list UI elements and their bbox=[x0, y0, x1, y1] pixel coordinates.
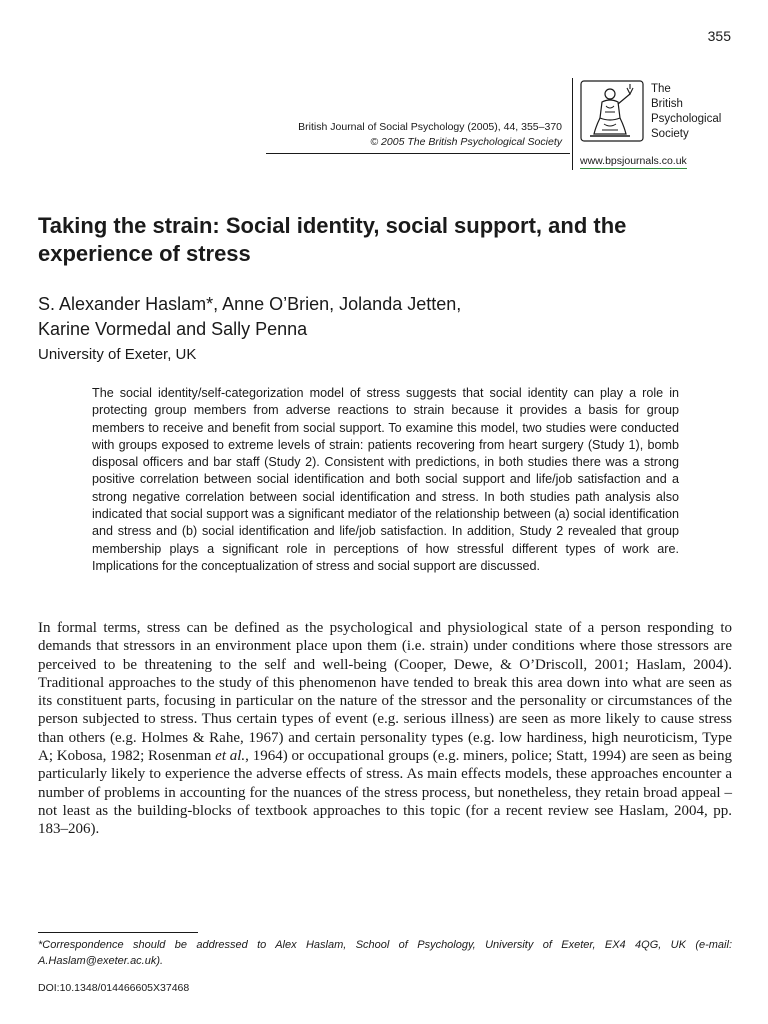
header-divider bbox=[266, 153, 570, 154]
abstract: The social identity/self-categorization model of stress suggests that social identity can play a role in protecting group members from adverse reactions to strain because it provides a basis for group members to receive and benefit from social support. To examine this model, two studies were conducted with groups exposed to extreme levels of strain: patients recovering from heart surgery (Study 1), bomb disposal officers and bar staff (Study 2). Consistent with predictions, in both studies there was a strong positive correlation between social identification and both social support and life/job satisfaction and a strong negative correlation between social identification and stress. In both studies path analysis also indicated that social support was a significant mediator of the relationship between (a) social identification and stress and (b) social identification and life/job satisfaction. In addition, Study 2 revealed that group membership plays a significant role in perceptions of how stressful different types of work are. Implications for the conceptualization of stress and social support are discussed. bbox=[92, 386, 679, 573]
society-name-line: British bbox=[651, 98, 683, 110]
body-text-segment: In formal terms, stress can be defined as the psychological and physiological state of a person responding to demands that stressors in an environment place upon them (i.e. strain) under conditions where those stressors are perceived to be threatening to the self and well-being (Cooper, Dewe, & O’Driscoll, 2001; Haslam, 2004). Traditional approaches to the study of this phenomenon have tended to break this area down into what are seen as its constituent parts, focusing in particular on the nature of the stressor and the personality or circumstances of the person subjected to stress. Thus certain types of event (e.g. serious illness) are seen as more likely to cause stress than others (e.g. Holmes & Rahe, 1967) and certain personality types (e.g. low hardiness, high neuroticism, Type A; Kobosa, 1982; Rosenman bbox=[38, 620, 732, 765]
author-line: Karine Vormedal and Sally Penna bbox=[38, 319, 308, 339]
body-text-etal: et al. bbox=[215, 748, 246, 765]
correspondence-footnote: *Correspondence should be addressed to Alex Haslam, School of Psychology, University of Exeter, EX4 4QG, UK (e-mail: A.Haslam@exeter.ac.uk). bbox=[38, 939, 732, 967]
society-name bbox=[651, 82, 721, 142]
society-name-line: Psychological bbox=[651, 113, 722, 125]
author-list bbox=[38, 292, 738, 342]
society-name-line: Society bbox=[651, 128, 689, 140]
journal-citation-block bbox=[298, 120, 562, 150]
footnote-divider bbox=[38, 932, 198, 933]
doi: DOI:10.1348/014466605X37468 bbox=[38, 982, 190, 994]
body-text-segment: , 1964) or occupational groups (e.g. miners, police; Statt, 1994) are seen as being particularly likely to experience the adverse effects of stress. As main effects models, these approaches encounter a number of problems in accounting for the nuances of the stress process, but nonetheless, they retain broad appeal – not least as the building-blocks of textbook approaches to this topic (for a recent review see Haslam, 2004, pp. 183–206). bbox=[38, 748, 732, 838]
society-website-link[interactable]: www.bpsjournals.co.uk bbox=[580, 155, 687, 167]
journal-citation: British Journal of Social Psychology (2005), 44, 355–370 bbox=[298, 121, 562, 133]
society-name-line: The bbox=[651, 83, 671, 95]
page-number: 355 bbox=[707, 28, 731, 44]
header-vertical-divider bbox=[572, 78, 573, 170]
bps-seal-icon bbox=[580, 80, 644, 142]
body-paragraph bbox=[38, 619, 732, 839]
article-title: Taking the strain: Social identity, social support, and the experience of stress bbox=[38, 213, 627, 266]
author-line: S. Alexander Haslam*, Anne O’Brien, Jolanda Jetten, bbox=[38, 294, 462, 314]
affiliation: University of Exeter, UK bbox=[38, 346, 197, 363]
copyright-notice: © 2005 The British Psychological Society bbox=[370, 136, 562, 148]
